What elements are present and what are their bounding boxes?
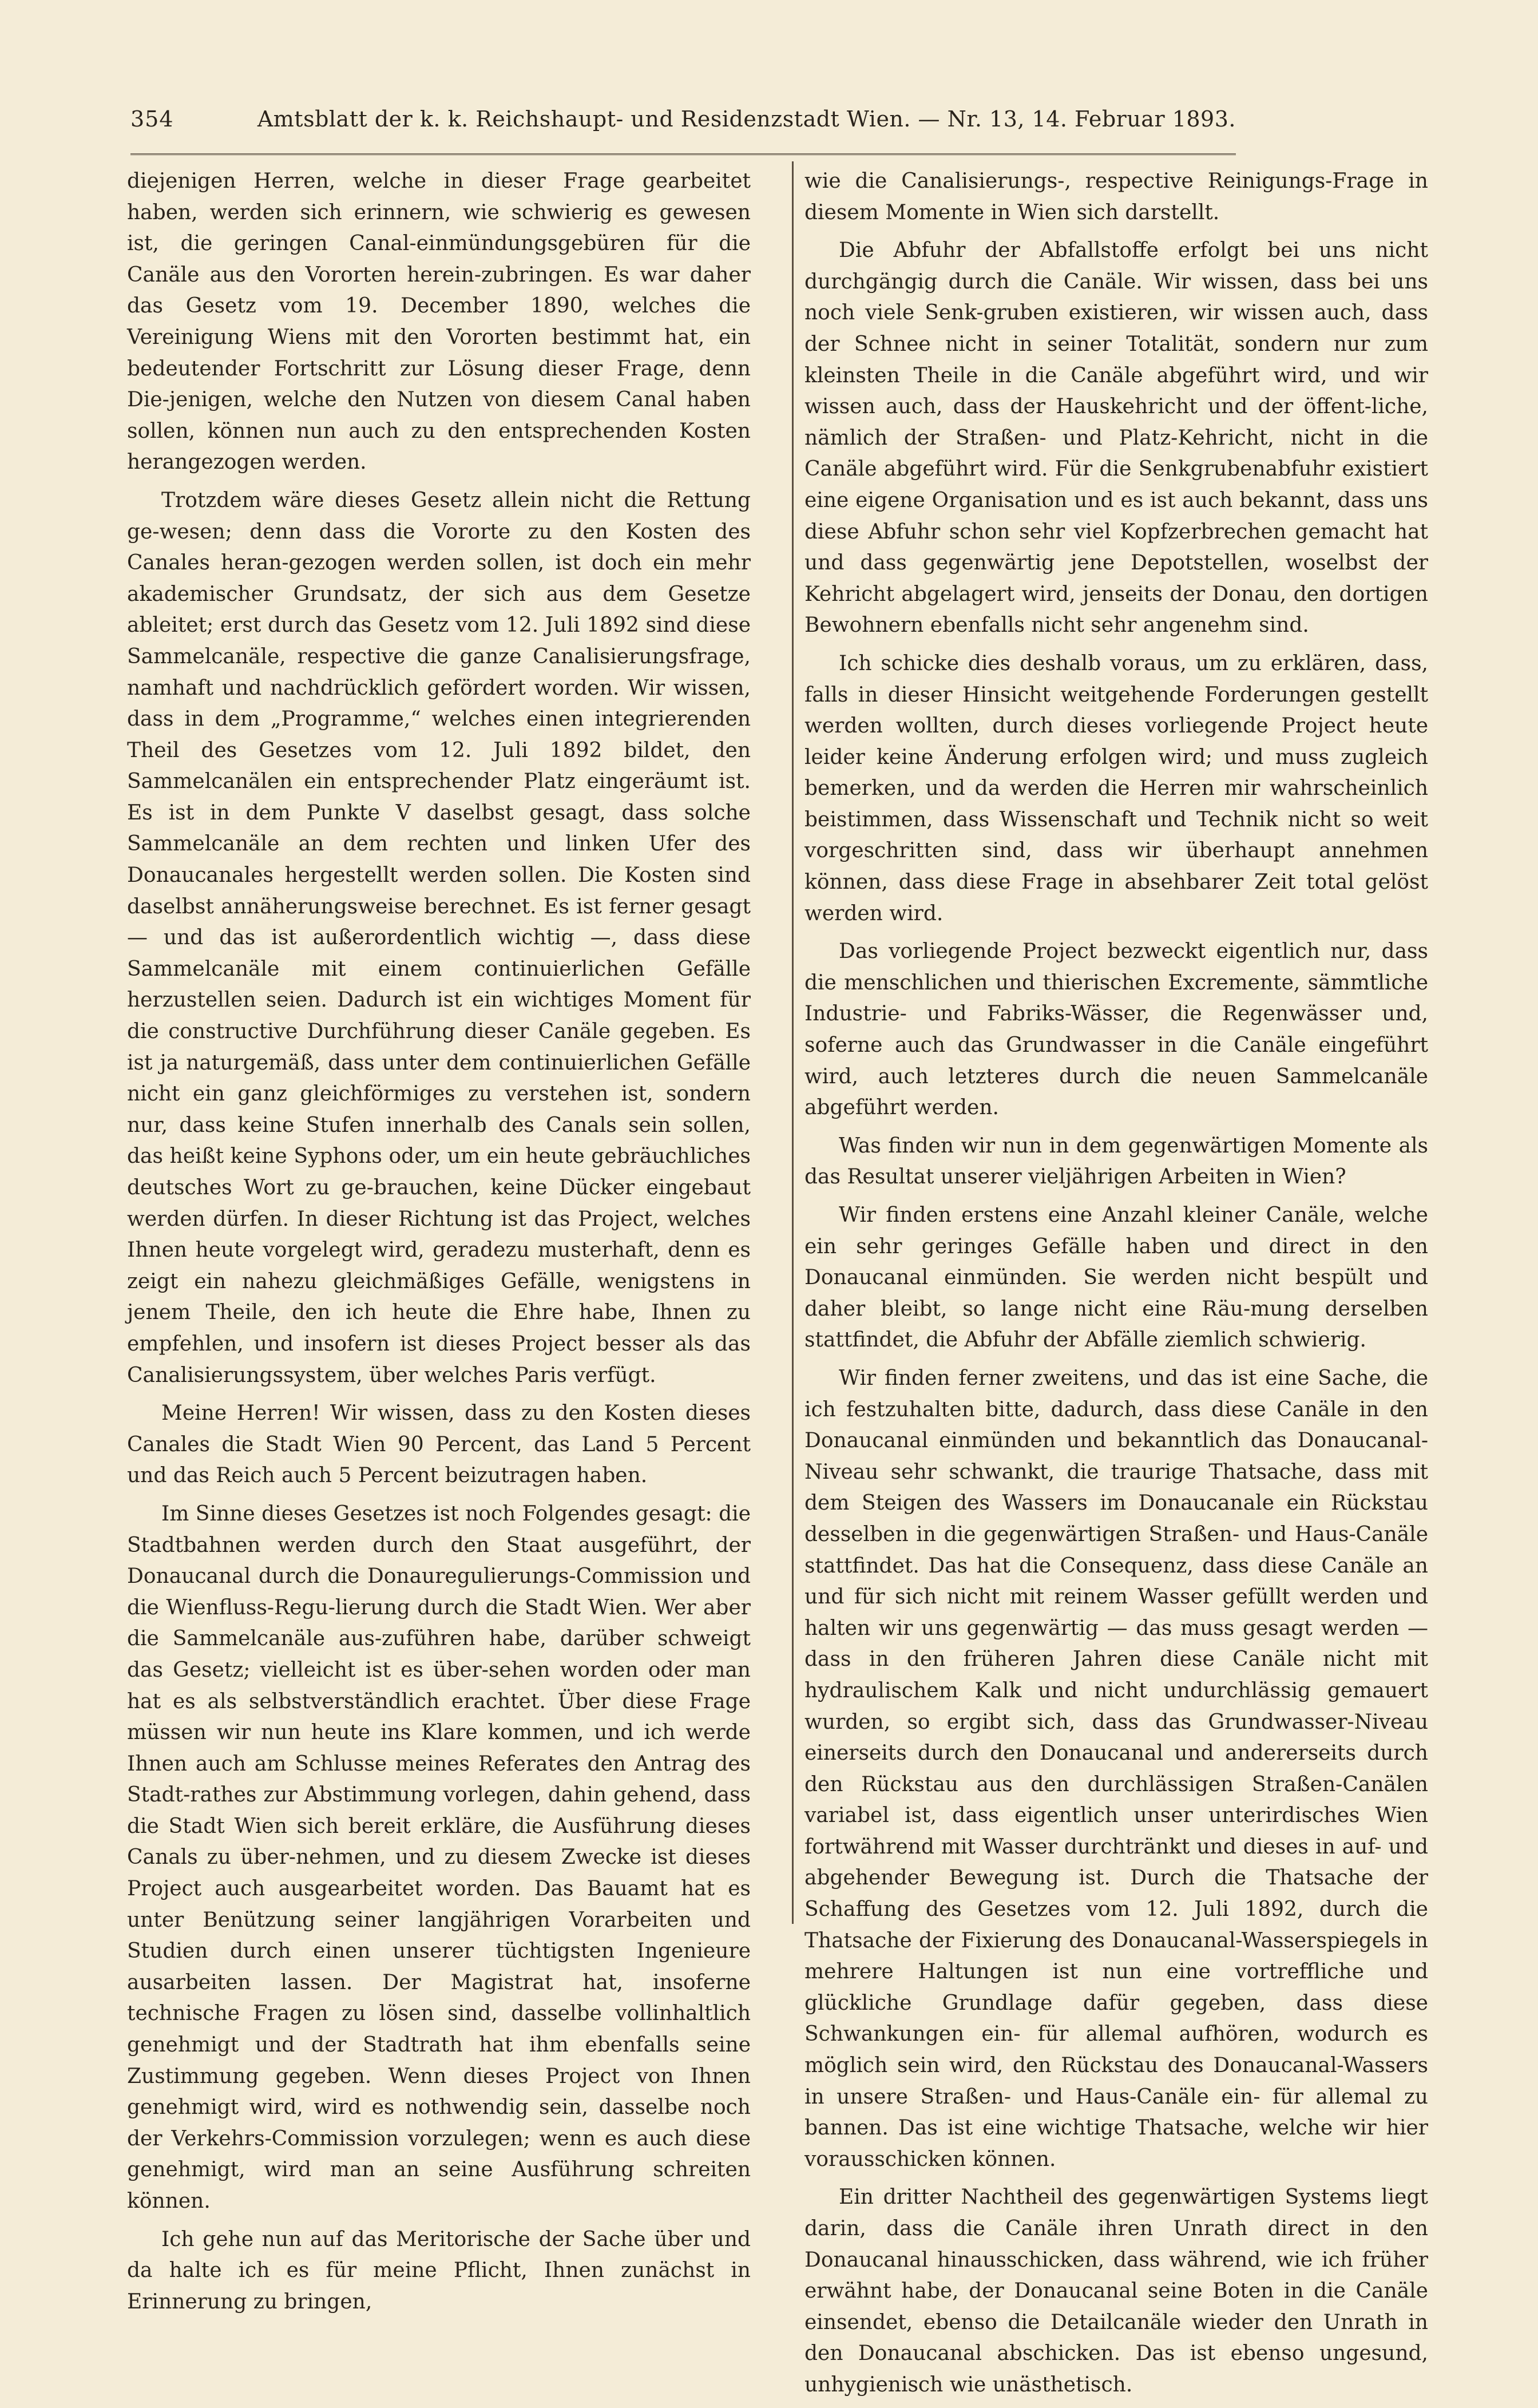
header-rule — [130, 153, 1236, 155]
left-paragraph-4: Im Sinne dieses Gesetzes ist noch Folgendes gesagt: die Stadtbahnen werden durch den Staat ausgeführt, der Donaucanal durch die Donauregulierungs-Commission und die Wienfluss-Regu-lierung durch die Stadt Wien. Wer aber die Sammelcanäle aus-zuführen habe, darüber schweigt das Gesetz; vielleicht ist es über-sehen worden oder man hat es als selbstverständlich erachtet. Über diese Frage müssen wir nun heute ins Klare kommen, und ich werde Ihnen auch am Schlusse meines Referates den Antrag des Stadt-rathes zur Abstimmung vorlegen, dahin gehend, dass die Stadt Wien sich bereit erkläre, die Ausführung dieses Canals zu über-nehmen, und zu diesem Zwecke ist dieses Project auch ausgearbeitet worden. Das Bauamt hat es unter Benützung seiner langjährigen Vorarbeiten und Studien durch einen unserer tüchtigsten Ingenieure ausarbeiten lassen. Der Magistrat hat, insoferne technische Fragen zu lösen sind, dasselbe vollinhaltlich genehmigt und der Stadtrath hat ihm ebenfalls seine Zustimmung gegeben. Wenn dieses Project von Ihnen genehmigt wird, wird es nothwendig sein, dasselbe noch der Verkehrs-Commission vorzulegen; wenn es auch diese genehmigt, wird man an seine Ausführung schreiten können. — [127, 1502, 751, 2213]
left-column — [127, 166, 751, 2324]
right-paragraph-7: Wir finden ferner zweitens, und das ist eine Sache, die ich festzuhalten bitte, dadurch, dass diese Canäle in den Donaucanal einmünden und bekanntlich das Donaucanal-Niveau sehr schwankt, die traurige Thatsache, dass mit dem Steigen des Wassers im Donaucanale ein Rückstau desselben in die gegenwärtigen Straßen- und Haus-Canäle stattfindet. Das hat die Consequenz, dass diese Canäle an und für sich nicht mit reinem Wasser gefüllt werden und halten wir uns gegenwärtig — das muss gesagt werden — dass in den früheren Jahren diese Canäle nicht mit hydraulischem Kalk und nicht undurchlässig gemauert wurden, so ergibt sich, dass das Grundwasser-Niveau einerseits durch den Donaucanal und andererseits durch den Rückstau aus den durchlässigen Straßen-Canälen variabel ist, dass eigentlich unser unterirdisches Wien fortwährend mit Wasser durchtränkt und dieses in auf- und abgehender Bewegung ist. Durch die Thatsache der Schaffung des Gesetzes vom 12. Juli 1892, durch die Thatsache der Fixierung des Donaucanal-Wasserspiegels in mehrere Haltungen ist nun eine vortreffliche und glückliche Grundlage dafür gegeben, dass diese Schwankungen ein- für allemal aufhören, wodurch es möglich sein wird, den Rückstau des Donaucanal-Wassers in unsere Straßen- und Haus-Canäle ein- für allemal zu bannen. Das ist eine wichtige Thatsache, welche wir hier vorausschicken können. — [804, 1366, 1428, 2171]
left-paragraph-1: diejenigen Herren, welche in dieser Frage gearbeitet haben, werden sich erinnern, wie schwierig es gewesen ist, die geringen Canal-einmündungsgebüren für die Canäle aus den Vororten herein-zubringen. Es war daher das Gesetz vom 19. December 1890, welches die Vereinigung Wiens mit den Vororten bestimmt hat, ein bedeutender Fortschritt zur Lösung dieser Frage, denn Die-jenigen, welche den Nutzen von diesem Canal haben sollen, können nun auch zu den entsprechenden Kosten herangezogen werden. — [127, 169, 751, 474]
right-paragraph-1: wie die Canalisierungs-, respective Reinigungs-Frage in diesem Momente in Wien sich darstellt. — [804, 169, 1428, 224]
right-paragraph-5: Was finden wir nun in dem gegenwärtigen Momente als das Resultat unserer vieljährigen Arbeiten in Wien? — [804, 1134, 1428, 1189]
running-title: Amtsblatt der k. k. Reichshaupt- und Residenzstadt Wien. — Nr. 13, 14. Februar 1893. — [257, 106, 1236, 132]
left-paragraph-3: Meine Herren! Wir wissen, dass zu den Kosten dieses Canales die Stadt Wien 90 Percent, das Land 5 Percent und das Reich auch 5 Percent beizutragen haben. — [127, 1401, 751, 1488]
right-column — [804, 166, 1428, 2408]
right-paragraph-2: Die Abfuhr der Abfallstoffe erfolgt bei uns nicht durchgängig durch die Canäle. Wir wissen, dass bei uns noch viele Senk-gruben existieren, wir wissen auch, dass der Schnee nicht in seiner Totalität, sondern nur zum kleinsten Theile in die Canäle abgeführt wird, und wir wissen auch, dass der Hauskehricht und der öffent-liche, nämlich der Straßen- und Platz-Kehricht, nicht in die Canäle abgeführt wird. Für die Senkgrubenabfuhr existiert eine eigene Organisation und es ist auch bekannt, dass uns diese Abfuhr schon sehr viel Kopfzerbrechen gemacht hat und dass gegenwärtig jene Depotstellen, woselbst der Kehricht abgelagert wird, jenseits der Donau, den dortigen Bewohnern ebenfalls nicht sehr angenehm sind. — [804, 239, 1428, 637]
left-paragraph-2: Trotzdem wäre dieses Gesetz allein nicht die Rettung ge-wesen; denn dass die Vororte zu den Kosten des Canales heran-gezogen werden sollen, ist doch ein mehr akademischer Grundsatz, der sich aus dem Gesetze ableitet; erst durch das Gesetz vom 12. Juli 1892 sind diese Sammelcanäle, respective die ganze Canalisierungsfrage, namhaft und nachdrücklich gefördert worden. Wir wissen, dass in dem „Programme,“ welches einen integrierenden Theil des Gesetzes vom 12. Juli 1892 bildet, den Sammelcanälen ein entsprechender Platz eingeräumt ist. Es ist in dem Punkte V daselbst gesagt, dass solche Sammelcanäle an dem rechten und linken Ufer des Donaucanales hergestellt werden sollen. Die Kosten sind daselbst annäherungsweise berechnet. Es ist ferner gesagt — und das ist außerordentlich wichtig —, dass diese Sammelcanäle mit einem continuierlichen Gefälle herzustellen seien. Dadurch ist ein wichtiges Moment für die constructive Durchführung dieser Canäle gegeben. Es ist ja naturgemäß, dass unter dem continuierlichen Gefälle nicht ein ganz gleichförmiges zu verstehen ist, sondern nur, dass keine Stufen innerhalb des Canals sein sollen, das heißt keine Syphons oder, um ein heute gebräuchliches deutsches Wort zu ge-brauchen, keine Dücker eingebaut werden dürfen. In dieser Richtung ist das Project, welches Ihnen heute vorgelegt wird, geradezu musterhaft, denn es zeigt ein nahezu gleichmäßiges Gefälle, wenigstens in jenem Theile, den ich heute die Ehre habe, Ihnen zu empfehlen, und insofern ist dieses Project besser als das Canalisierungssystem, über welches Paris verfügt. — [127, 488, 751, 1387]
page-header — [130, 96, 1236, 142]
right-paragraph-3: Ich schicke dies deshalb voraus, um zu erklären, dass, falls in dieser Hinsicht weitgehende Forderungen gestellt werden wollten, durch dieses vorliegende Project heute leider keine Änderung erfolgen wird; und muss zugleich bemerken, und da werden die Herren mir wahrscheinlich beistimmen, dass Wissenschaft und Technik nicht so weit vorgeschritten sind, dass wir überhaupt annehmen können, dass diese Frage in absehbarer Zeit total gelöst werden wird. — [804, 651, 1428, 925]
right-paragraph-4: Das vorliegende Project bezweckt eigentlich nur, dass die menschlichen und thierischen Excremente, sämmtliche Industrie- und Fabriks-Wässer, die Regenwässer und, soferne auch das Grundwasser in die Canäle eingeführt wird, auch letzteres durch die neuen Sammelcanäle abgeführt werden. — [804, 940, 1428, 1120]
right-paragraph-6: Wir finden erstens eine Anzahl kleiner Canäle, welche ein sehr geringes Gefälle haben und direct in den Donaucanal einmünden. Sie werden nicht bespült und daher bleibt, so lange nicht eine Räu-mung derselben stattfindet, die Abfuhr der Abfälle ziemlich schwierig. — [804, 1203, 1428, 1352]
right-paragraph-8: Ein dritter Nachtheil des gegenwärtigen Systems liegt darin, dass die Canäle ihren Unrath direct in den Donaucanal hinausschicken, dass während, wie ich früher erwähnt habe, der Donaucanal seine Boten in die Canäle einsendet, ebenso die Detailcanäle wieder den Unrath in den Donaucanal abschicken. Das ist ebenso ungesund, unhygienisch wie unästhetisch. — [804, 2185, 1428, 2397]
page-number: 354 — [130, 106, 174, 132]
column-divider — [792, 161, 794, 1924]
left-paragraph-5: Ich gehe nun auf das Meritorische der Sache über und da halte ich es für meine Pflicht, Ihnen zunächst in Erinnerung zu bringen, — [127, 2227, 751, 2314]
